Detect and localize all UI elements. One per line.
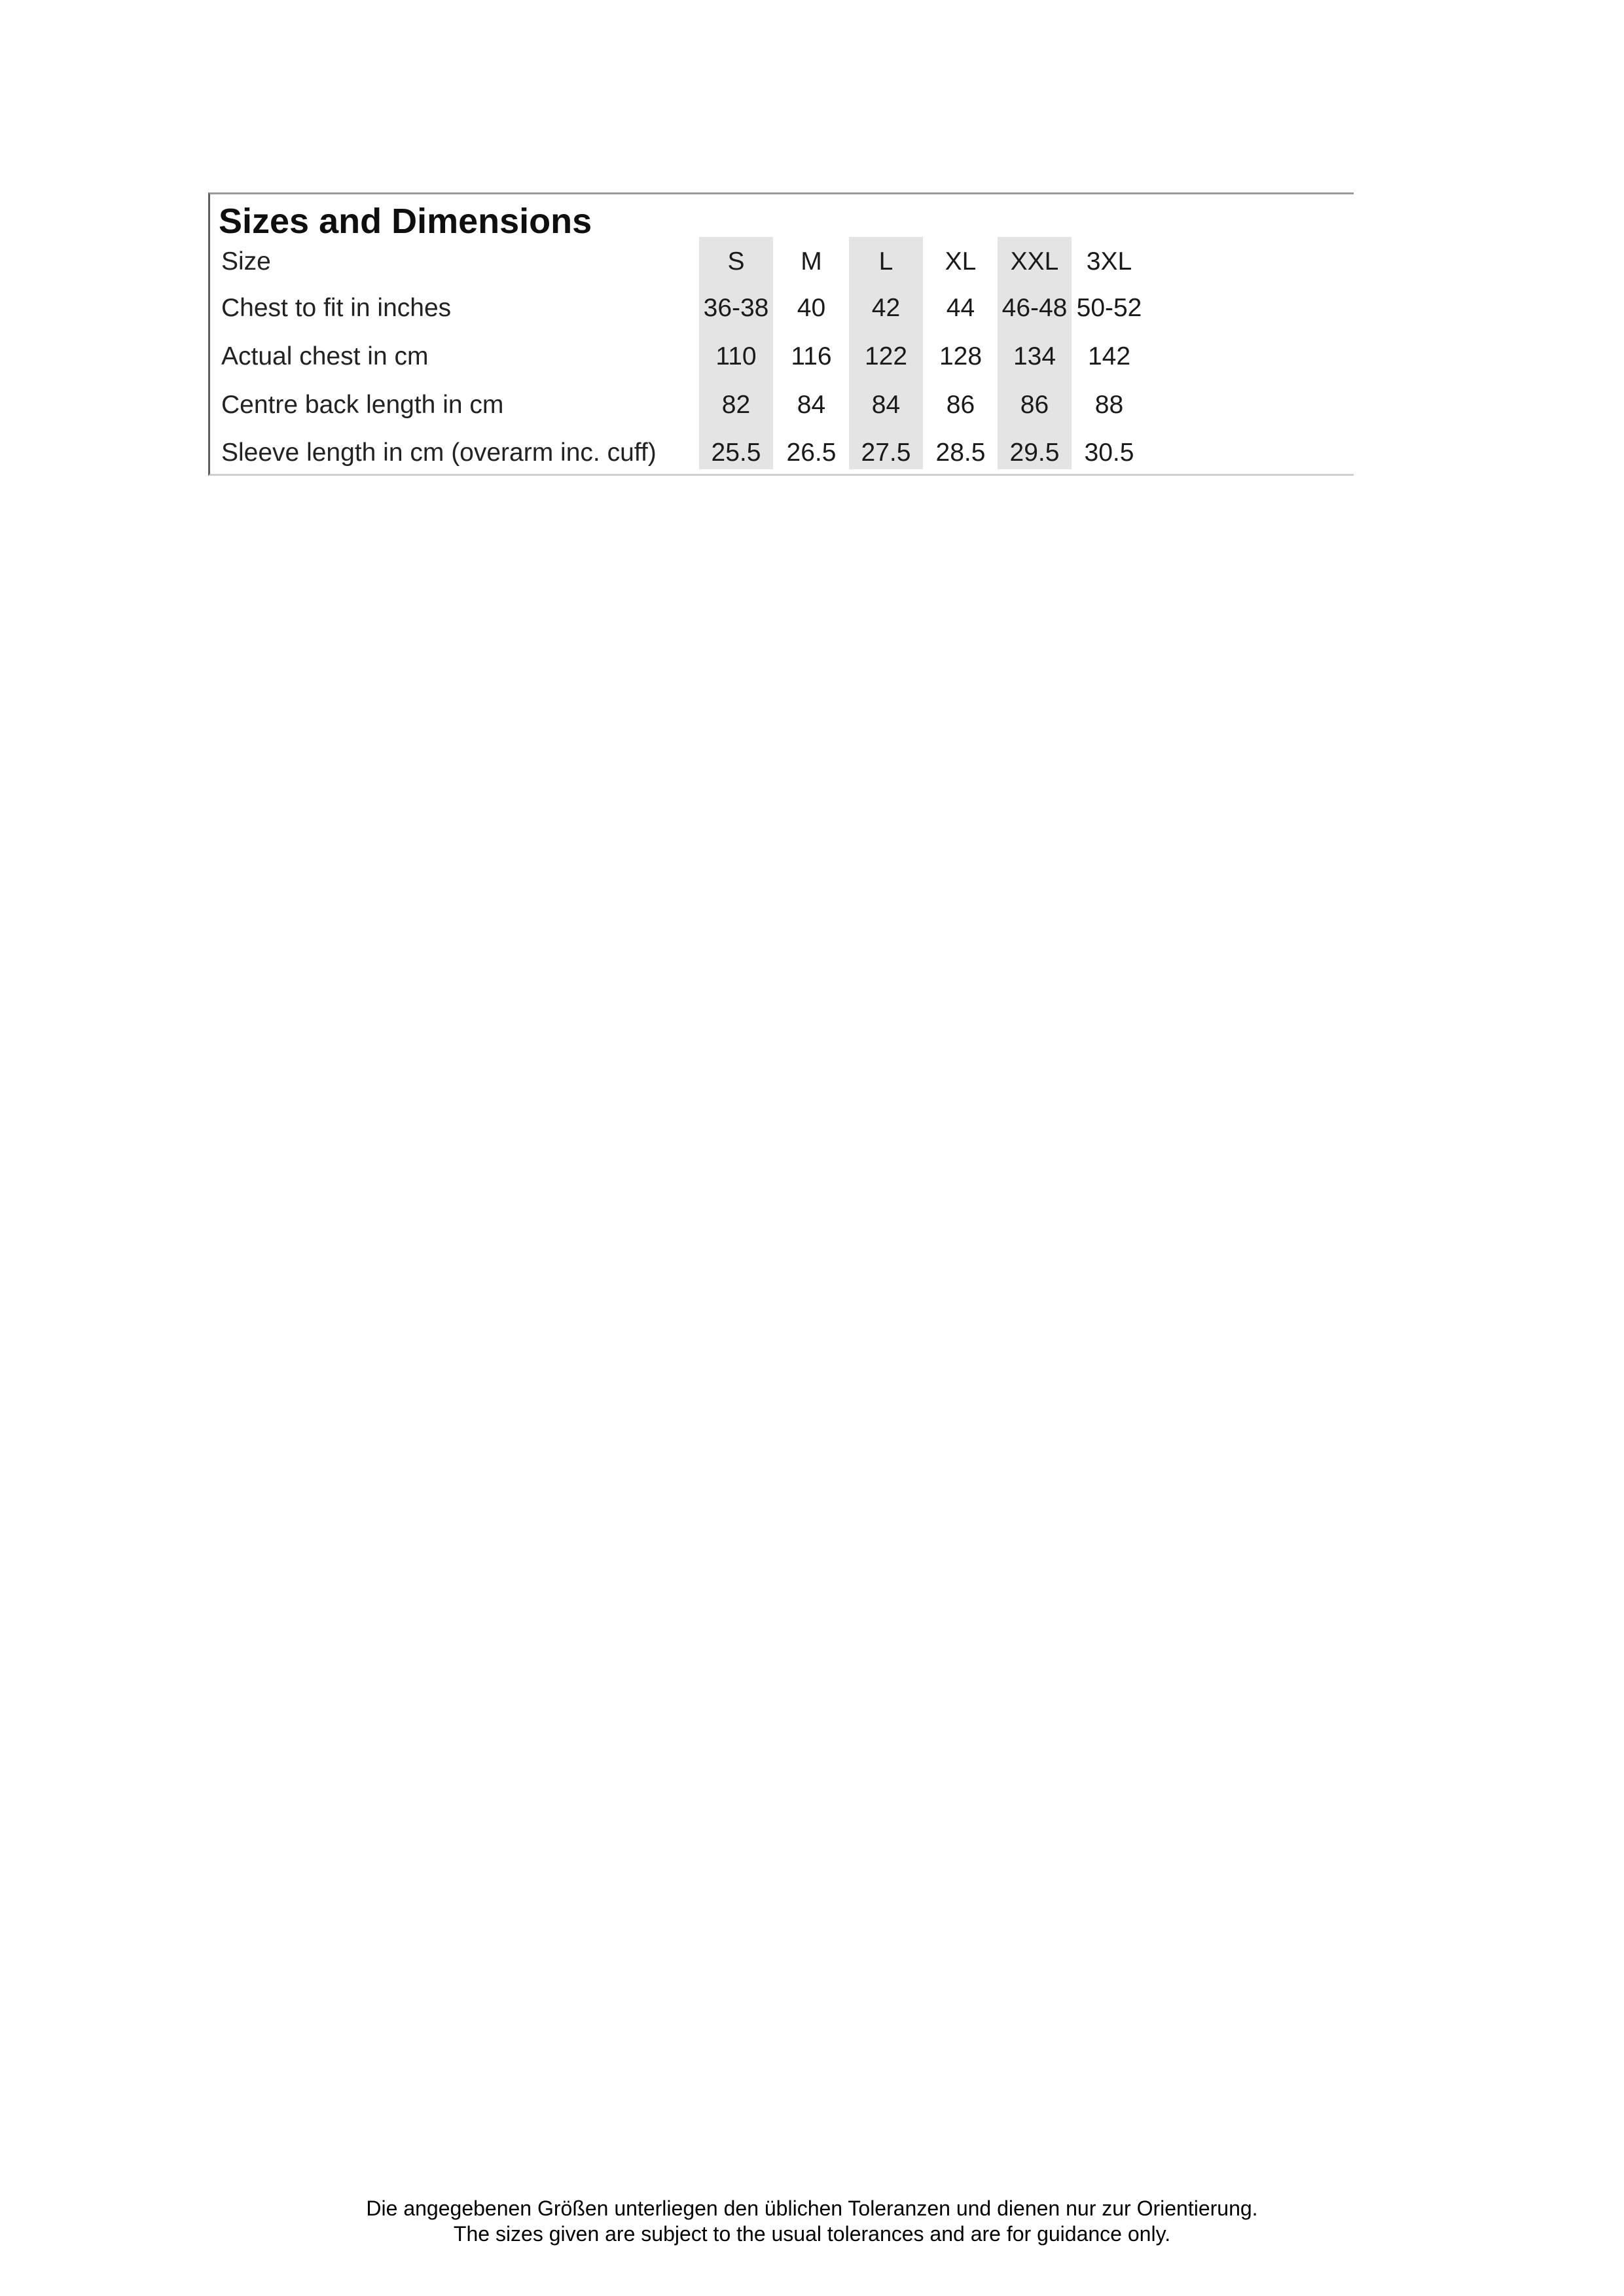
- chart-title: Sizes and Dimensions: [219, 202, 592, 241]
- size-header-label: Size: [221, 247, 271, 276]
- table-cell: 122: [864, 342, 908, 370]
- table-cell: 29.5: [1009, 439, 1060, 467]
- table-cell: 36-38: [703, 294, 769, 322]
- size-header-row: [210, 242, 1354, 281]
- table-cell: 134: [1013, 342, 1056, 370]
- table-cell: 44: [946, 294, 975, 322]
- size-header-cell: 3XL: [1086, 247, 1132, 276]
- table-row: [210, 289, 1354, 328]
- table-cell: 27.5: [861, 439, 911, 467]
- size-header-cell: XL: [945, 247, 977, 276]
- table-cell: 26.5: [786, 439, 837, 467]
- size-header-cell: M: [801, 247, 822, 276]
- table-row: [210, 386, 1354, 425]
- size-header-cell: S: [727, 247, 745, 276]
- table-cell: 88: [1094, 391, 1124, 419]
- footer-disclaimer: [0, 2196, 1624, 2247]
- table-cell: 46-48: [1001, 294, 1068, 322]
- table-cell: 116: [791, 342, 832, 370]
- footer-line-german: Die angegebenen Größen unterliegen den üblichen Toleranzen und dienen nur zur Orientierung.: [366, 2197, 1258, 2220]
- footer-line-english: The sizes given are subject to the usual tolerances and are for guidance only.: [453, 2222, 1171, 2246]
- size-header-cell: L: [878, 247, 893, 276]
- table-cell: 28.5: [935, 439, 986, 467]
- table-cell: 50-52: [1076, 294, 1142, 322]
- row-label: Chest to fit in inches: [221, 294, 452, 322]
- table-cell: 82: [721, 391, 751, 419]
- table-cell: 86: [1020, 391, 1049, 419]
- row-label: Centre back length in cm: [221, 391, 504, 419]
- row-label: Actual chest in cm: [221, 342, 429, 370]
- table-cell: 30.5: [1084, 439, 1134, 467]
- table-cell: 25.5: [711, 439, 761, 467]
- table-cell: 84: [797, 391, 826, 419]
- table-cell: 86: [946, 391, 975, 419]
- table-row: [210, 337, 1354, 376]
- table-cell: 42: [871, 294, 901, 322]
- table-cell: 110: [715, 342, 757, 370]
- size-chart: [208, 192, 1354, 476]
- table-cell: 40: [797, 294, 826, 322]
- table-cell: 128: [939, 342, 983, 370]
- size-header-cell: XXL: [1010, 247, 1059, 276]
- table-cell: 84: [871, 391, 901, 419]
- table-row: [210, 433, 1354, 473]
- table-cell: 142: [1087, 342, 1131, 370]
- row-label: Sleeve length in cm (overarm inc. cuff): [221, 439, 657, 467]
